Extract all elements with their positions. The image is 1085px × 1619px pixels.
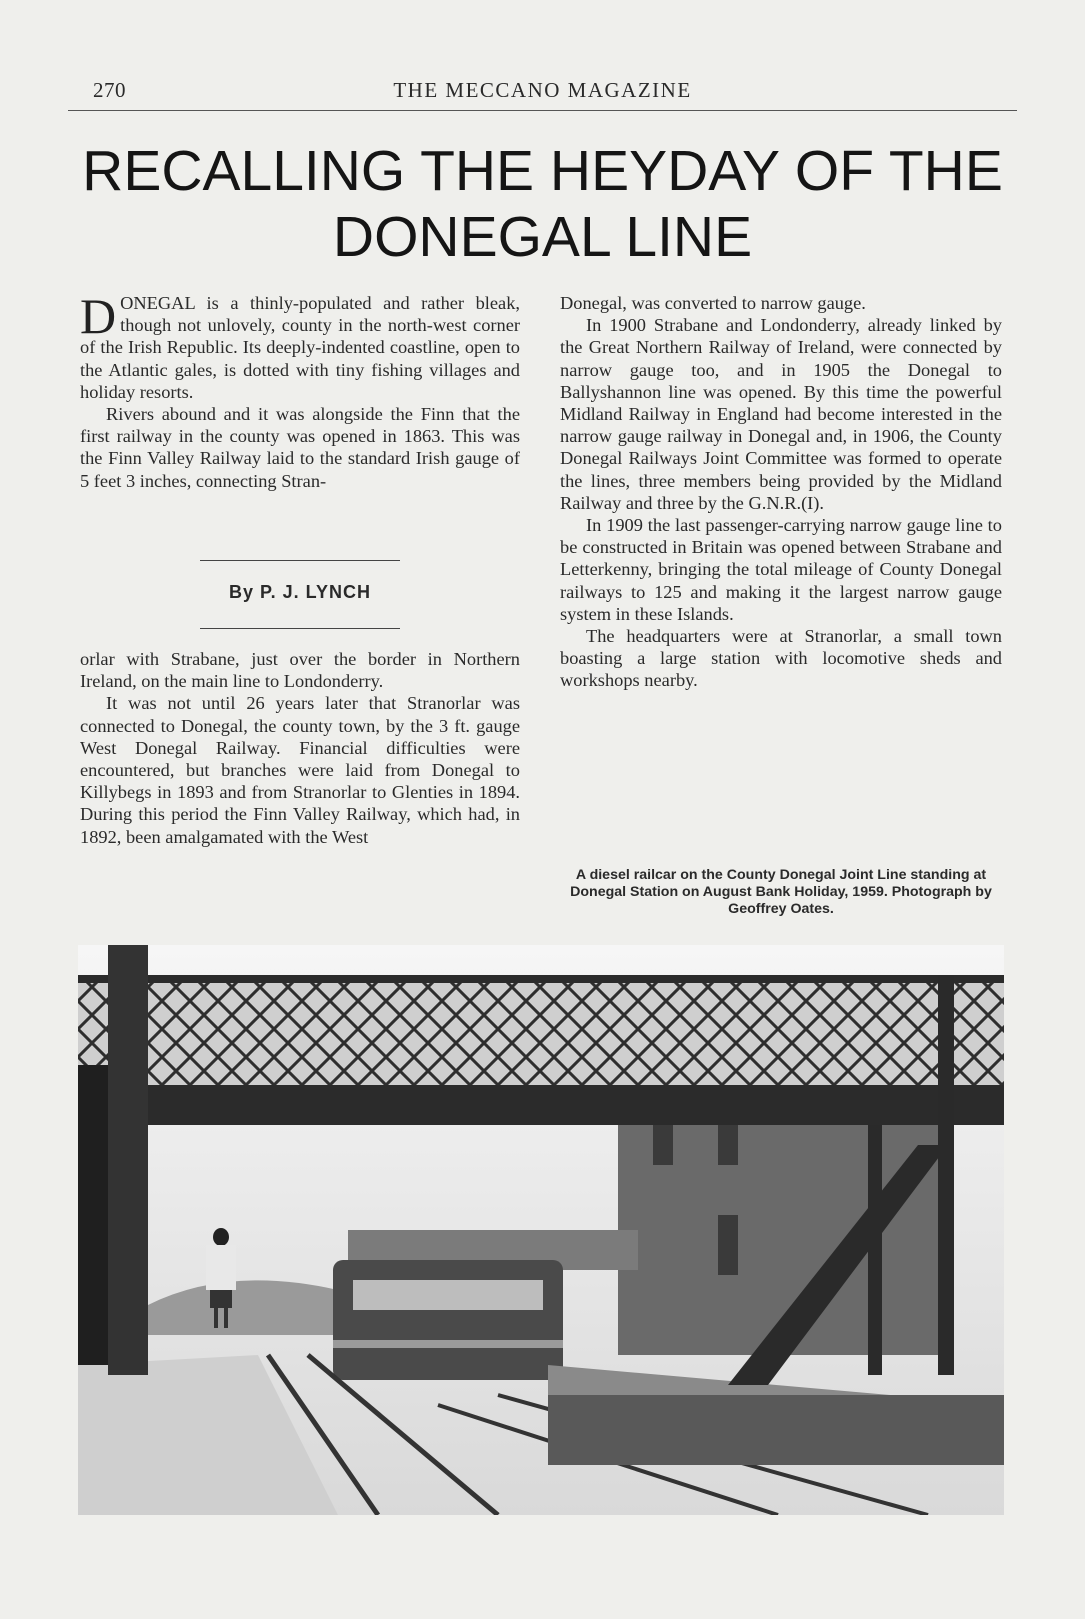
title-line-1: RECALLING THE HEYDAY OF THE	[82, 139, 1003, 203]
paragraph: In 1900 Strabane and Londonderry, already linked by the Great Northern Railway of Ireland, were connected by narrow gauge too, and in 1905 the Donegal to Ballyshannon line was opened. By this time the powerful Midland Railway in England had become interested in the narrow gauge railway in Donegal and, in 1906, the County Donegal Railways Joint Committee was formed to operate the lines, three members being provided by the Midland Railway and three by the G.N.R.(I).	[560, 315, 1002, 513]
paragraph-intro	[80, 288, 520, 403]
header-rule	[68, 110, 1017, 111]
byline-rule-bottom	[200, 628, 400, 629]
byline: By P. J. LYNCH	[228, 582, 372, 602]
running-head	[68, 76, 1017, 106]
paragraph: It was not until 26 years later that Stranorlar was connected to Donegal, the county town, by the 3 ft. gauge West Donegal Railway. Financial difficulties were encountered, but branches were laid from Donegal to Killybegs in 1893 and from Stranorlar to Glenties in 1894. During this period the Finn Valley Railway, which had, in 1892, been amalgamated with the West	[80, 693, 520, 847]
page-number: 270	[93, 78, 126, 102]
byline-rule-top	[200, 560, 400, 561]
photo-illustration	[78, 945, 1004, 1515]
left-column-lower	[80, 648, 520, 848]
railway-station-photograph	[78, 945, 1004, 1515]
paragraph-intro-text: ONEGAL is a thinly-populated and rather bleak, though not unlovely, county in the north-west corner of the Irish Republic. Its deeply-indented coastline, open to the Atlantic gales, is dotted with tiny fishing villages and holiday resorts.	[80, 293, 520, 402]
left-column-upper	[80, 288, 520, 492]
paragraph: The headquarters were at Stranorlar, a small town boasting a large station with locomotive sheds and workshops nearby.	[560, 626, 1002, 691]
article-title	[60, 138, 1025, 270]
paragraph: In 1909 the last passenger-carrying narrow gauge line to be constructed in Britain was opened between Strabane and Letterkenny, bringing the total mileage of County Donegal railways to 125 and making it the largest narrow gauge system in these Islands.	[560, 515, 1002, 624]
title-line-2: DONEGAL LINE	[332, 205, 753, 269]
paragraph: Donegal, was converted to narrow gauge.	[560, 293, 866, 313]
photo-caption: A diesel railcar on the County Donegal Joint Line standing at Donegal Station on August Bank Holiday, 1959. Photograph by Geoffrey Oates.	[570, 867, 992, 917]
right-column	[560, 292, 1002, 692]
paragraph: orlar with Strabane, just over the border in Northern Ireland, on the main line to Londonderry.	[80, 649, 520, 692]
magazine-name: THE MECCANO MAGAZINE	[393, 78, 692, 102]
paragraph: Rivers abound and it was alongside the Finn that the first railway in the county was opened in 1863. This was the Finn Valley Railway laid to the standard Irish gauge of 5 feet 3 inches, connecting Stran-	[80, 404, 520, 491]
drop-cap: D	[80, 288, 117, 344]
